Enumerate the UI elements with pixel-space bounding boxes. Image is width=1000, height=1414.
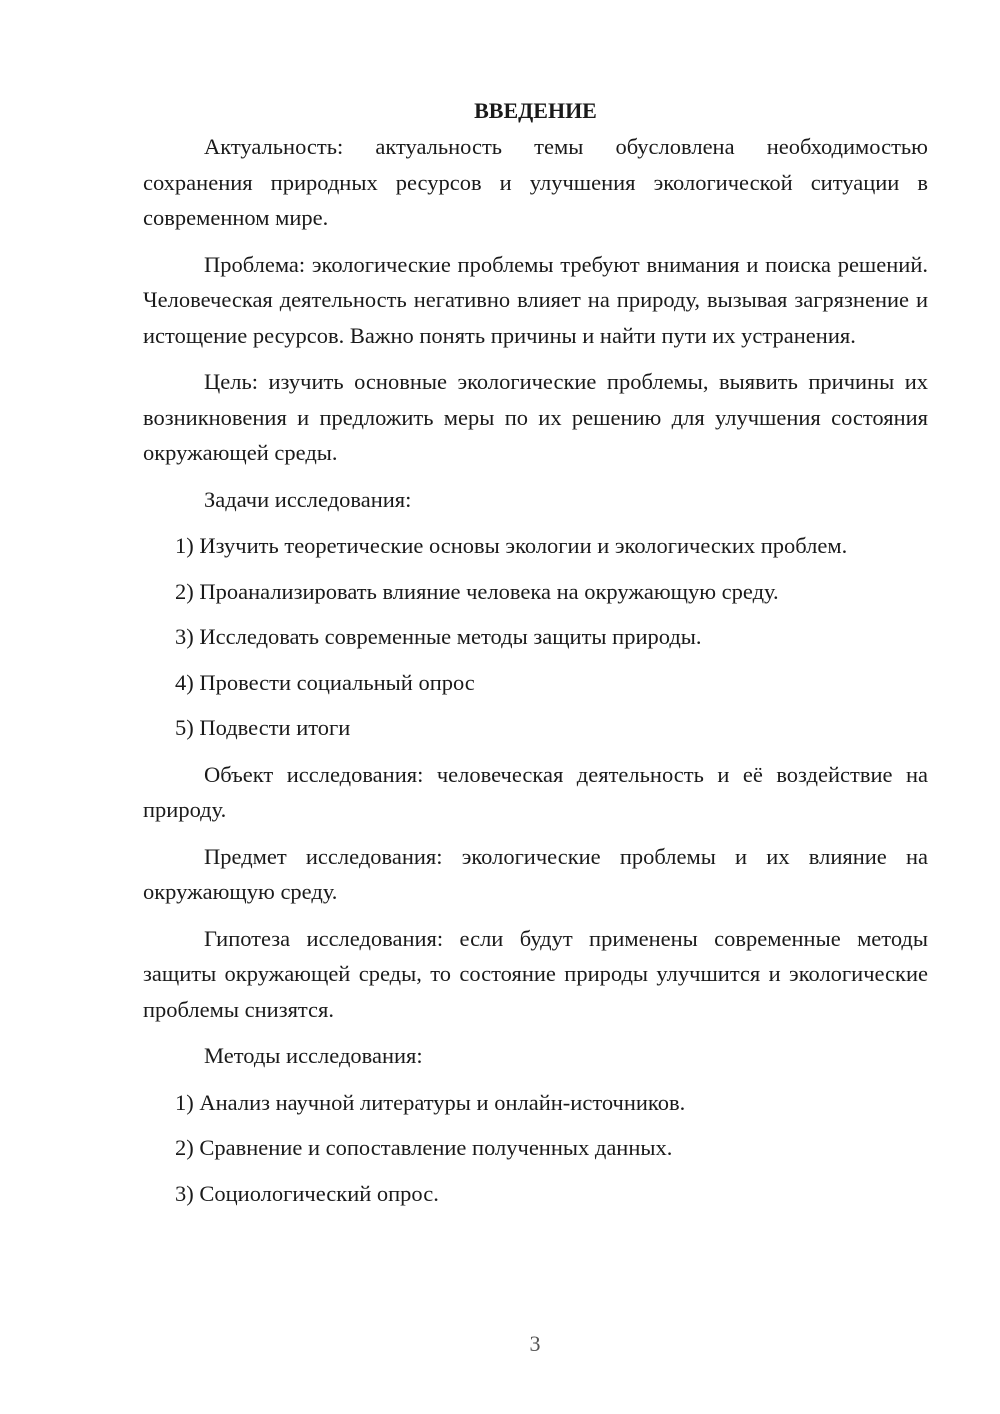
problem-paragraph: Проблема: экологические проблемы требуют внимания и поиска решений. Человеческая деятельность негативно влияет на природу, вызывая загрязнение и истощение ресурсов. Важно понять причины и найти пути их устранения. — [143, 251, 928, 348]
object-paragraph: Объект исследования: человеческая деятельность и её воздействие на природу. — [143, 761, 928, 822]
task-item: 2) Проанализировать влияние человека на окружающую среду. — [175, 578, 779, 604]
method-item: 2) Сравнение и сопоставление полученных данных. — [175, 1135, 673, 1160]
tasks-title: Задачи исследования: — [204, 486, 412, 512]
method-item: 3) Социологический опрос. — [175, 1180, 439, 1206]
section-heading: ВВЕДЕНИЕ — [474, 98, 597, 123]
tasks-list — [143, 528, 928, 746]
subject-paragraph: Предмет исследования: экологические проблемы и их влияние на окружающую среду. — [143, 843, 928, 904]
methods-title: Методы исследования: — [204, 1043, 423, 1068]
task-item: 1) Изучить теоретические основы экологии и экологических проблем. — [175, 533, 848, 558]
method-item: 1) Анализ научной литературы и онлайн-источников. — [175, 1089, 686, 1115]
hypothesis-paragraph: Гипотеза исследования: если будут применены современные методы защиты окружающей среды, то состояние природы улучшится и экологические проблемы снизятся. — [143, 925, 928, 1022]
goal-paragraph: Цель: изучить основные экологические проблемы, выявить причины их возникновения и предложить меры по их решению для улучшения состояния окружающей среды. — [143, 369, 928, 465]
task-item: 4) Провести социальный опрос — [175, 669, 475, 695]
task-item: 3) Исследовать современные методы защиты природы. — [175, 624, 702, 649]
task-item: 5) Подвести итоги — [175, 715, 351, 740]
methods-list — [143, 1085, 928, 1212]
page-number: 3 — [529, 1331, 541, 1356]
page-content — [143, 93, 928, 1222]
relevance-paragraph: Актуальность: актуальность темы обусловлена необходимостью сохранения природных ресурсов и улучшения экологической ситуации в современном мире. — [143, 134, 928, 230]
